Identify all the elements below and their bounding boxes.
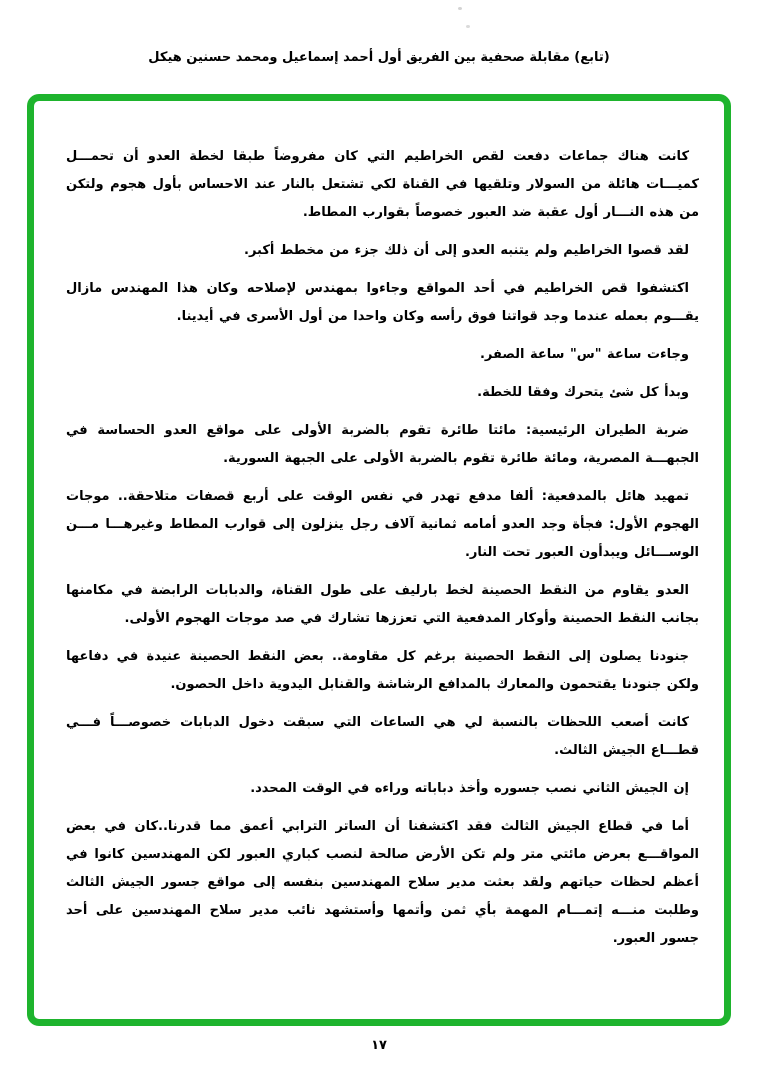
paragraph: وجاءت ساعة "س" ساعة الصفر.	[479, 347, 689, 362]
scan-speck	[466, 25, 470, 28]
paragraph: اكتشفوا قص الخراطيم في أحد المواقع وجاءوا بمهندس لإصلاحه وكان هذا المهندس مازال يقـــوم بعمله عندما وجد قواتنا فوق رأسه وكان واحدا من أول الأسرى في أيدينا.	[66, 281, 699, 324]
paragraphs-container	[34, 101, 724, 1019]
paragraph: أما في قطاع الجيش الثالث فقد اكتشفنا أن الساتر الترابي أعمق مما قدرنا..كان في بعض المواقـــع بعرض مائتي متر ولم تكن الأرض صالحة لنصب كباري العبور لكن المهندسين كانوا في أعظم لحظات حياتهم ولقد بعثت مدير سلاح المهندسين بنفسه إلى مواقع جسور الجيش الثالث وطلبت منـــه إتمـــام المهمة بأي ثمن وأتمها وأستشهد نائب مدير سلاح المهندسين على أحد جسور العبور.	[66, 819, 699, 946]
paragraph: إن الجيش الثاني نصب جسوره وأخذ دباباته وراءه في الوقت المحدد.	[250, 781, 689, 796]
paragraph: كانت أصعب اللحظات بالنسبة لي هي الساعات التي سبقت دخول الدبابات خصوصـــاً فـــي قطـــاع الجيش الثالث.	[66, 715, 699, 758]
scan-speck	[458, 7, 462, 10]
paragraph: كانت هناك جماعات دفعت لقص الخراطيم التي كان مفروضاً طبقا لخطة العدو أن تحمـــل كميـــات هائلة من السولار وتلقيها في القناة لكي تشتعل بالنار عند الاحساس بأول هجوم ولتكن من هذه النـــار أول عقبة ضد العبور خصوصاً بقوارب المطاط.	[66, 149, 699, 220]
paragraph: جنودنا يصلون إلى النقط الحصينة برغم كل مقاومة.. بعض النقط الحصينة عنيدة في دفاعها ولكن جنودنا يقتحمون والمعارك بالمدافع الرشاشة والقنابل اليدوية داخل الحصون.	[66, 649, 699, 692]
paragraph: تمهيد هائل بالمدفعية: ألفا مدفع تهدر في نفس الوقت على أربع قصفات متلاحقة.. موجات الهجوم الأول: فجأة وجد العدو أمامه ثمانية آلاف رجل ينزلون إلى قوارب المطاط وغيرهـــا مـــن الوســـائل ويبدأون العبور تحت النار.	[66, 489, 699, 560]
page-title: (تابع) مقابلة صحفية بين الفريق أول أحمد إسماعيل ومحمد حسنين هيكل	[148, 50, 610, 65]
paragraph: وبدأ كل شئ يتحرك وفقا للخطة.	[477, 385, 689, 400]
green-border-frame	[27, 94, 731, 1026]
paragraph: لقد قصوا الخراطيم ولم يتنبه العدو إلى أن ذلك جزء من مخطط أكبر.	[244, 243, 689, 258]
paragraph: ضربة الطيران الرئيسية: مائتا طائرة تقوم بالضربة الأولى على مواقع العدو الحساسة في الجبهـــة المصرية، ومائة طائرة تقوم بالضربة الأولى على الجبهة السورية.	[66, 423, 699, 466]
page-number: ١٧	[371, 1038, 387, 1053]
paragraph: العدو يقاوم من النقط الحصينة لخط بارليف على طول القناة، والدبابات الرابضة في مكامنها بجانب النقط الحصينة وأوكار المدفعية التي تعززها تشارك في صد موجات الهجوم الأولى.	[66, 583, 699, 626]
